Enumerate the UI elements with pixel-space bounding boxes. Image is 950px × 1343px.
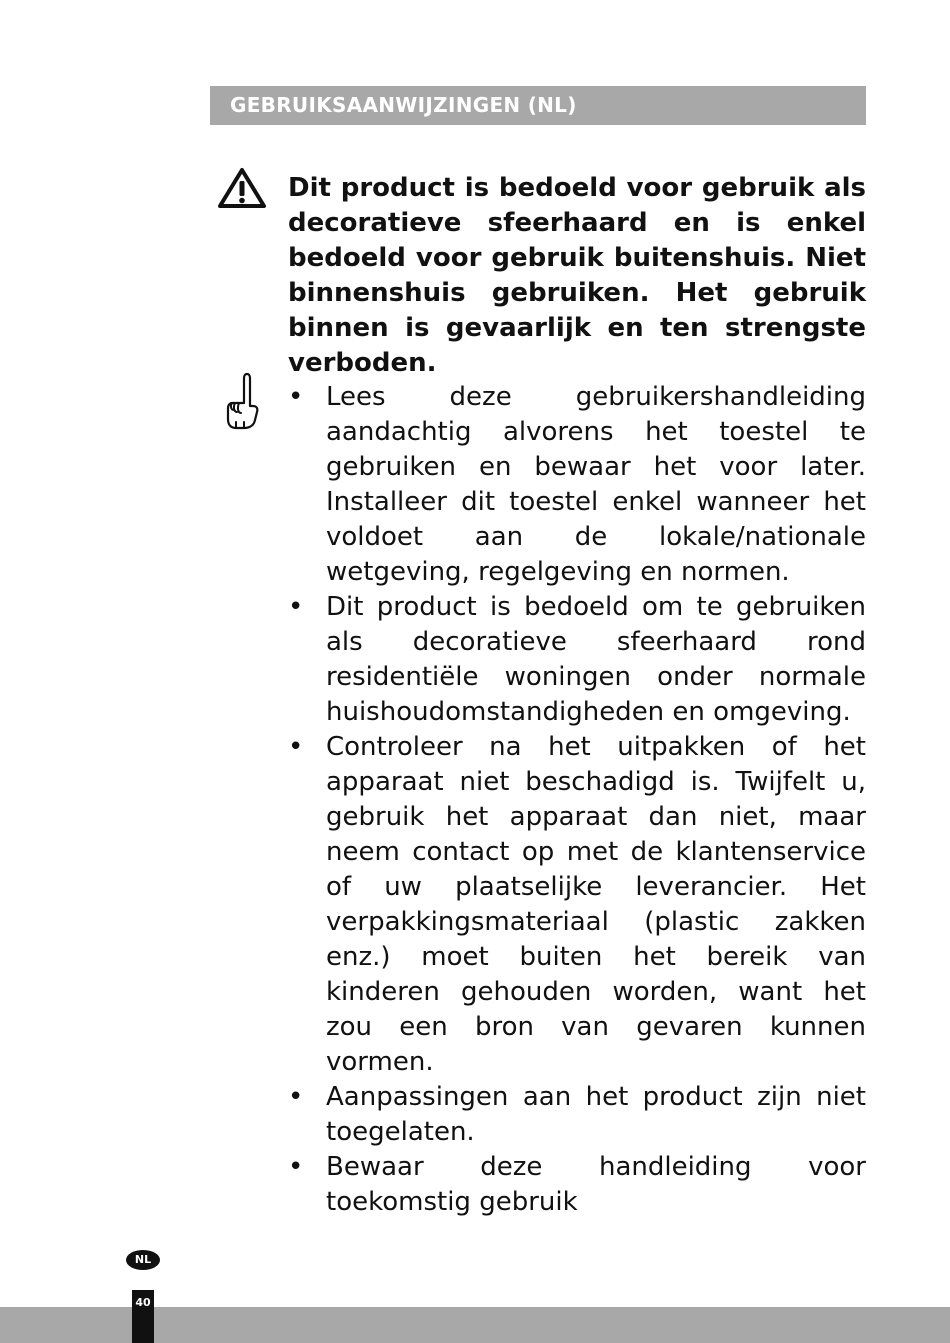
list-item-text: Controleer na het uitpakken of het apparaat niet beschadigd is. Twijfelt u, gebruik het apparaat dan niet, maar neem contact op met de klantenservice of uw plaatselijke leverancier. Het verpakkingsmateriaal (plastic zakken enz.) moet buiten het bereik van kinderen gehouden worden, want het zou een bron van gevaren kunnen vormen. [326,732,866,1077]
safety-warning-text: Dit product is bedoeld voor gebruik als decoratieve sfeerhaard en is enkel bedoeld voor gebruik buitenshuis. Niet binnenshuis gebruiken. Het gebruik binnen is gevaarlijk en ten strengste verboden. [288,173,866,378]
bullet-marker: • [288,382,304,412]
bullet-marker: • [288,592,304,622]
section-header [210,86,866,125]
list-item [288,380,866,590]
bullet-marker: • [288,1082,304,1112]
list-item [288,730,866,1080]
section-title: GEBRUIKSAANWIJZINGEN (NL) [230,93,577,117]
list-item-text: Lees deze gebruikershandleiding aandachtig alvorens het toestel te gebruiken en bewaar het voor later. Installeer dit toestel enkel wanneer het voldoet aan de lokale/nationale wetgeving, regelgeving en normen. [326,382,866,587]
list-item [288,1080,866,1150]
bullet-marker: • [288,732,304,762]
list-item [288,1150,866,1220]
pointing-hand-icon [222,370,262,432]
page-number: 40 [132,1290,154,1343]
list-item [288,590,866,730]
list-item-text: Dit product is bedoeld om te gebruiken als decoratieve sfeerhaard rond residentiële woningen onder normale huishoudomstandigheden en omgeving. [326,592,866,727]
list-item-text: Bewaar deze handleiding voor toekomstig gebruik [326,1152,866,1217]
list-item-text: Aanpassingen aan het product zijn niet toegelaten. [326,1082,866,1147]
warning-triangle-icon [217,167,267,209]
language-badge: NL [126,1250,160,1270]
bullet-marker: • [288,1152,304,1182]
instruction-list [288,380,866,1220]
